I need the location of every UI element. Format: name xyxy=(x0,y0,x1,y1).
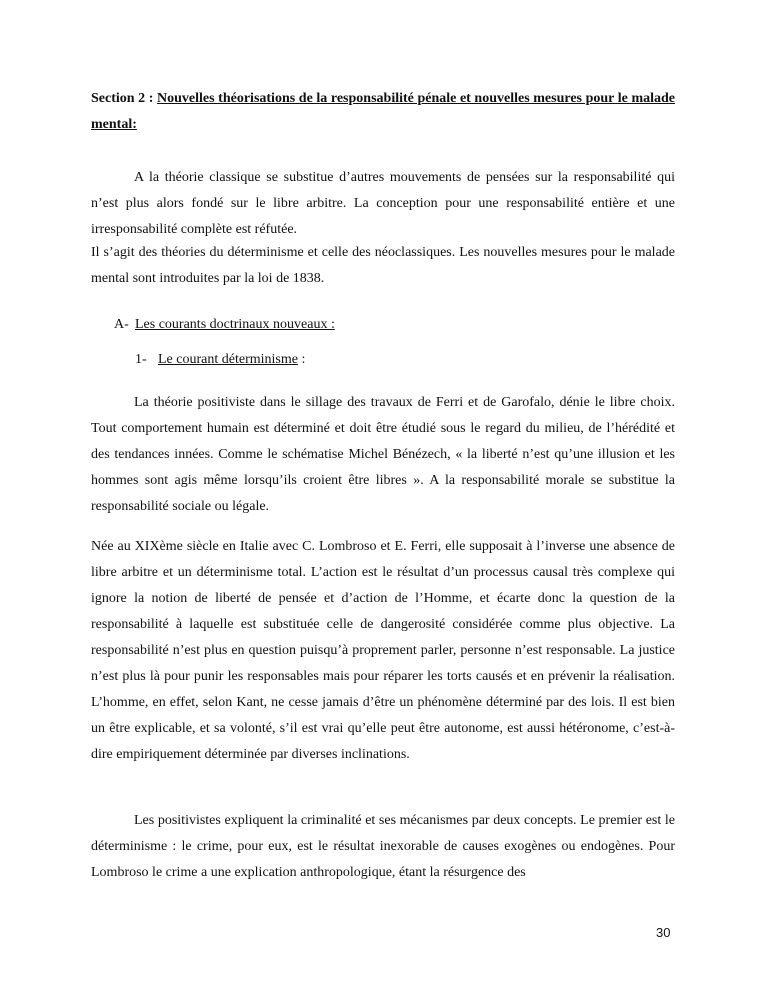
subheading-1 xyxy=(135,347,719,373)
section-heading xyxy=(91,86,675,138)
section-prefix: Section 2 : xyxy=(91,91,158,106)
paragraph-determinisme-1 xyxy=(91,390,675,520)
subheading-a-marker: A- xyxy=(114,317,129,332)
paragraph-intro-1 xyxy=(91,165,675,243)
paragraph-determinisme-1-text: La théorie positiviste dans le sillage des travaux de Ferri et de Garofalo, dénie le libre choix. Tout comportement humain est déterminé et doit être étudié sous le regard du milieu, de l’hérédité et des tendances innées. Comme le schématise Michel Bénézech, « la liberté n’est qu’une illusion et les hommes sont agis même lorsqu’ils croient être libres ». A la responsabilité morale se substitue la responsabilité sociale ou légale. xyxy=(91,395,675,514)
paragraph-determinisme-3 xyxy=(91,808,675,886)
page-number: 30 xyxy=(656,925,671,940)
paragraph-intro-2: Il s’agit des théories du déterminisme et celle des néoclassiques. Les nouvelles mesures pour le malade mental sont introduites par la loi de 1838. xyxy=(91,245,675,286)
section-title: Nouvelles théorisations de la responsabilité pénale et nouvelles mesures pour le malade mental: xyxy=(91,91,675,132)
subheading-1-suffix: : xyxy=(297,352,306,367)
paragraph-determinisme-3-text: Les positivistes expliquent la criminalité et ses mécanismes par deux concepts. Le premier est le déterminisme : le crime, pour eux, est le résultat inexorable de causes exogènes ou endogènes. Pour Lombroso le crime a une explication anthropologique, étant la résurgence des xyxy=(91,813,675,880)
subheading-1-marker: 1- xyxy=(135,352,147,367)
subheading-a xyxy=(114,312,698,338)
paragraph-intro-1-text: A la théorie classique se substitue d’autres mouvements de pensées sur la responsabilité qui n’est plus alors fondé sur le libre arbitre. La conception pour une responsabilité entière et une irresponsabilité complète est réfutée. xyxy=(91,170,675,237)
subheading-a-label: Les courants doctrinaux nouveaux : xyxy=(135,317,335,332)
paragraph-determinisme-2: Née au XIXème siècle en Italie avec C. Lombroso et E. Ferri, elle supposait à l’inverse une absence de libre arbitre et un déterminisme total. L’action est le résultat d’un processus causal très complexe qui ignore la notion de liberté de pensée et d’action de l’Homme, et écarte donc la question de la responsabilité à laquelle est substituée celle de dangerosité considérée comme plus objective. La responsabilité n’est plus en question puisqu’à proprement parler, personne n’est responsable. La justice n’est plus là pour punir les responsables mais pour réparer les torts causés et en prévenir la réalisation. L’homme, en effet, selon Kant, ne cesse jamais d’être un phénomène déterminé par des lois. Il est bien un être explicable, et sa volonté, s’il est vrai qu’elle peut être autonome, est aussi hétéronome, c’est-à-dire empiriquement déterminée par diverses inclinations. xyxy=(91,539,675,762)
subheading-1-label: Le courant déterminisme xyxy=(158,352,298,367)
